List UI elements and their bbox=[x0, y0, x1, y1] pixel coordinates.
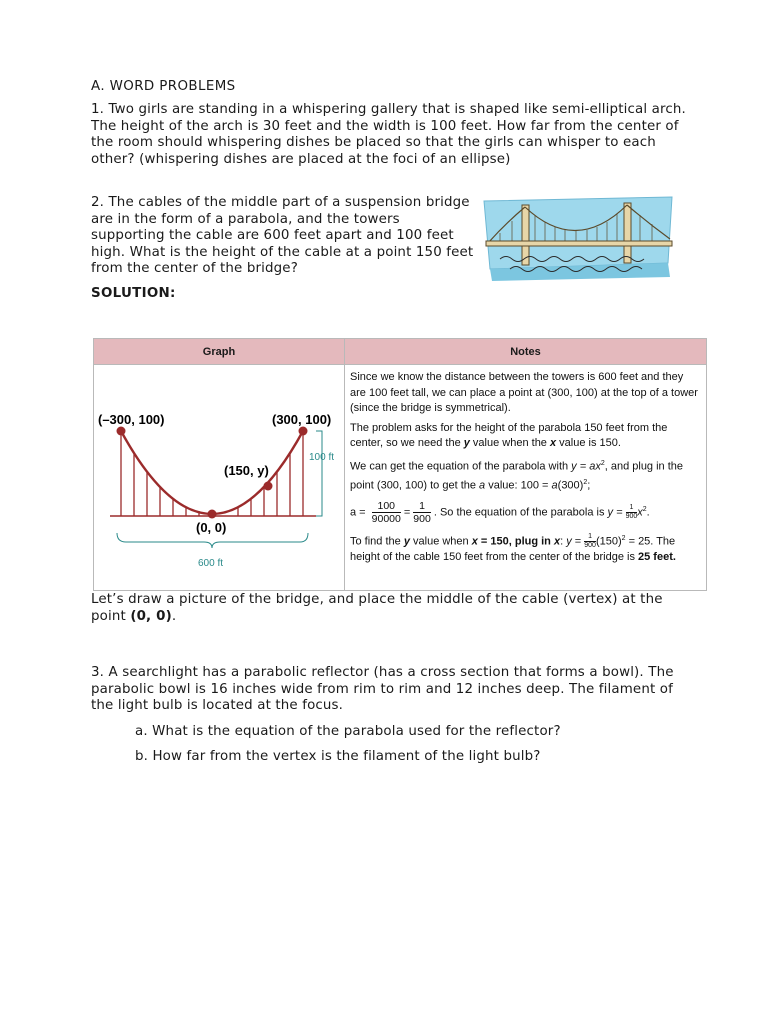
point-right-tower bbox=[299, 427, 308, 436]
parabola-graph bbox=[94, 365, 344, 589]
problem-2-text: 2. The cables of the middle part of a suspension bridge are in the form of a parabola, and the towers supporting the cable are 600 feet apart and 100 feet high. What is the height of the cable at a point 150 feet from the center of the bridge? bbox=[91, 195, 474, 277]
label-vertex: (0, 0) bbox=[196, 520, 227, 535]
note-5: To find the y value when x = 150, plug in x: y = $\frac{1}{900}$ $(150)^2 = 25$. The height of the cable 150 feet from the center of the bridge is 25 feet. bbox=[350, 533, 676, 564]
label-mid-point: (150, y) bbox=[224, 463, 269, 478]
solution-label: SOLUTION: bbox=[91, 286, 176, 301]
header-notes: Notes bbox=[510, 346, 541, 358]
problem-3-text: 3. A searchlight has a parabolic reflector (has a cross section that forms a bowl). The parabolic bowl is 16 inches wide from rim to rim and 12 inches deep. The filament of the light bulb is located at the focus. bbox=[91, 665, 674, 714]
after-table-text: Let’s draw a picture of the bridge, and place the middle of the cable (vertex) at the point (0, 0). bbox=[91, 592, 663, 624]
label-left-point: (–300, 100) bbox=[98, 412, 165, 427]
question-a: a. What is the equation of the parabola used for the reflector? bbox=[135, 724, 561, 739]
note-1: Since we know the distance between the towers is 600 feet and they are 100 feet tall, we can place a point at (300, 100) at the top of a tower (since the bridge is symmetrical). bbox=[350, 371, 698, 414]
point-150-y bbox=[264, 482, 273, 491]
table-header bbox=[94, 339, 706, 365]
label-right-point: (300, 100) bbox=[272, 412, 332, 427]
bridge-illustration bbox=[480, 193, 676, 285]
point-vertex bbox=[208, 510, 217, 519]
note-4: a = $\frac{100}{90000}$ = $\frac{1}{900}$ . So the equation of the parabola is y = $\frac{1}{900}$ $x^2$. bbox=[350, 499, 650, 525]
label-width: 600 ft bbox=[198, 558, 224, 569]
label-height: 100 ft bbox=[309, 452, 335, 463]
note-2: The problem asks for the height of the parabola 150 feet from the center, so we need the y value when the x value is 150. bbox=[350, 421, 668, 449]
header-graph: Graph bbox=[94, 339, 345, 364]
note-3: We can get the equation of the parabola with $y = ax^2$, and plug in the point (300, 100) to get the a value: $100 = a(300)^2$; bbox=[350, 459, 684, 492]
notes-column bbox=[350, 370, 702, 570]
problem-1-text: 1. Two girls are standing in a whispering gallery that is shaped like semi-elliptical arch. The height of the arch is 30 feet and the width is 100 feet. How far from the center of the room should whispering dishes be placed so that the girls can whisper to each other? (whispering dishes are placed at the foci of an ellipse) bbox=[91, 102, 686, 167]
question-b: b. How far from the vertex is the filament of the light bulb? bbox=[135, 749, 541, 764]
section-heading: A. WORD PROBLEMS bbox=[91, 79, 236, 94]
solution-table bbox=[93, 338, 707, 591]
point-left-tower bbox=[117, 427, 126, 436]
